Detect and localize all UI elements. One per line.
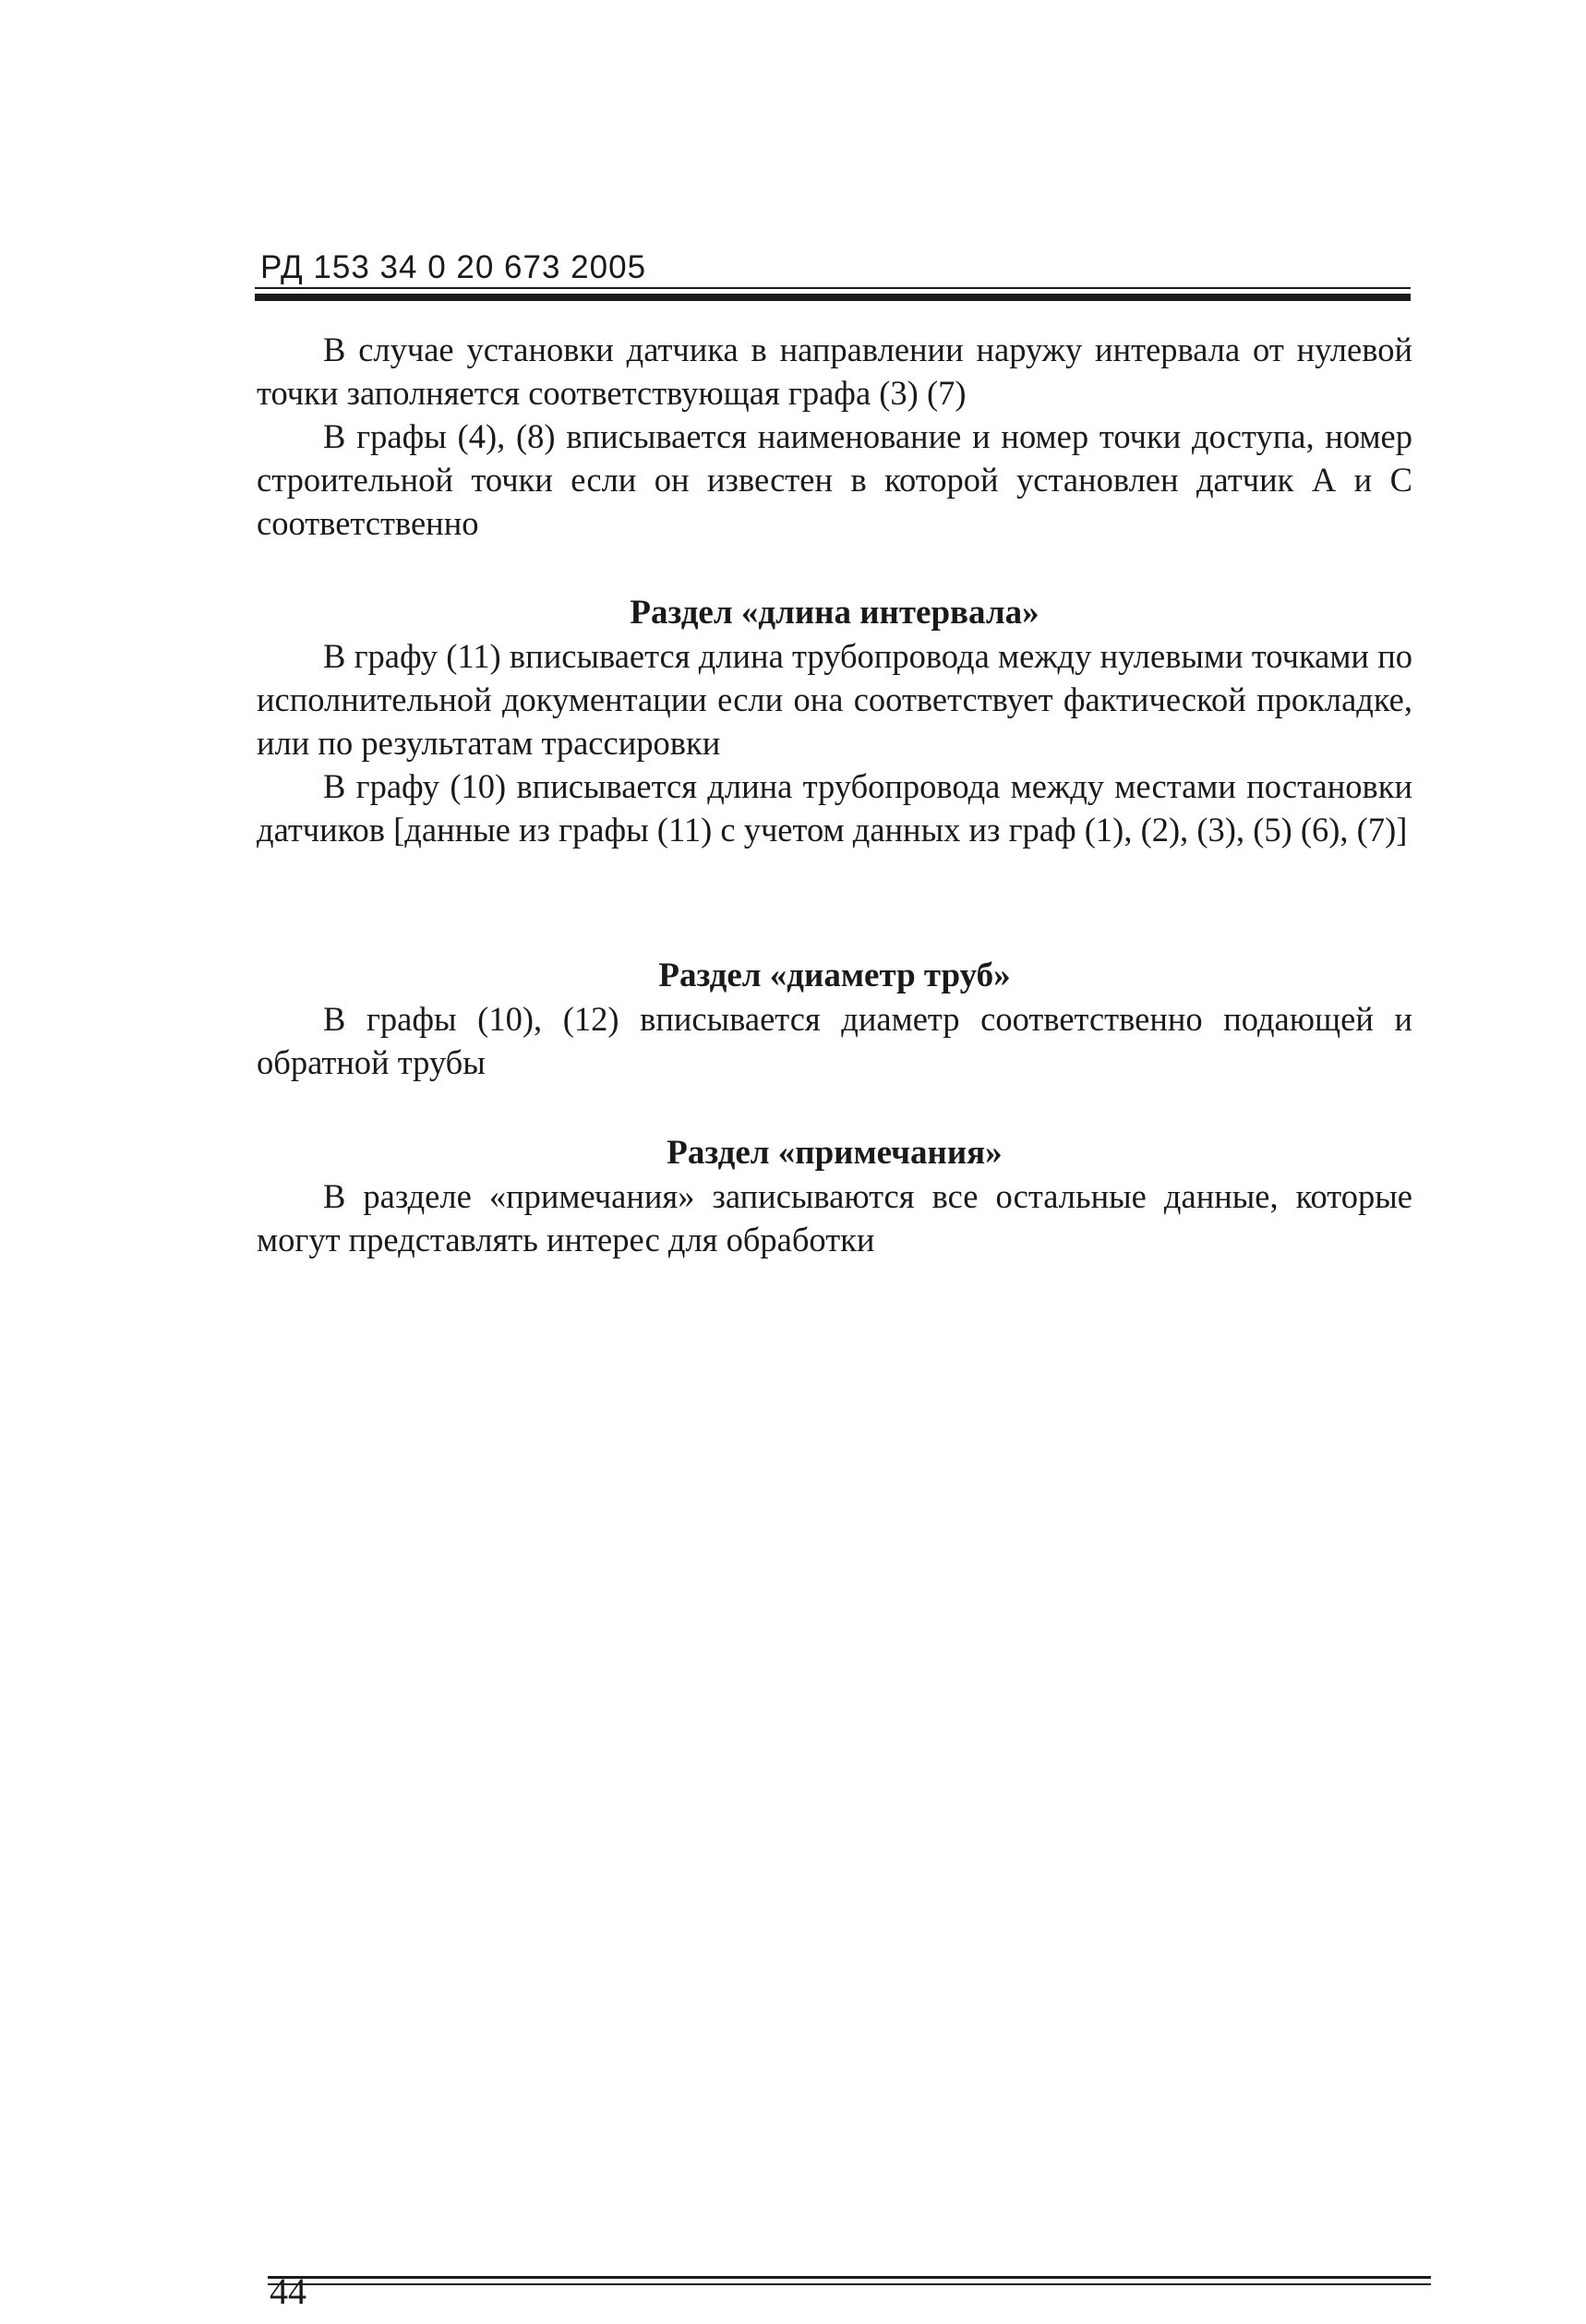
section-heading-length: Раздел «длина интервала» (630, 594, 1039, 632)
header-rule-thin (255, 287, 1411, 289)
paragraph: В разделе «примечания» записываются все остальные данные, которые могут представлять интерес для обработки (257, 1177, 1412, 1258)
running-head: РД 153 34 0 20 673 2005 (260, 249, 647, 285)
footer-rule-top (268, 2276, 1431, 2279)
paragraph: В случае установки датчика в направлении наружу интервала от нулевой точки заполняется соответствующая графа (3) (7) (257, 331, 1412, 412)
footer-rule-bottom (268, 2283, 1431, 2285)
section-diameter-body (257, 997, 1412, 1084)
header-rule-thick (255, 294, 1411, 301)
section-heading-diameter: Раздел «диаметр труб» (658, 957, 1011, 994)
paragraph: В графу (11) вписывается длина трубопровода между нулевыми точками по исполнительной документации если она соответствует фактической прокладке, или по результатам трассировки (257, 637, 1412, 762)
paragraph: В графу (10) вписывается длина трубопровода между местами постановки датчиков [данные из графы (11) с учетом данных из граф (1), (2), (3), (5) (6), (7)] (257, 767, 1412, 849)
section-heading-notes: Раздел «примечания» (667, 1134, 1003, 1172)
section-length-body (257, 634, 1412, 851)
intro-block (257, 328, 1412, 545)
paragraph: В графы (4), (8) вписывается наименование и номер точки доступа, номер строительной точки если он известен в которой установлен датчик А и С соответственно (257, 417, 1412, 542)
page-number: 44 (270, 2270, 306, 2312)
section-notes-body (257, 1174, 1412, 1261)
paragraph: В графы (10), (12) вписывается диаметр соответственно подающей и обратной трубы (257, 1000, 1412, 1081)
